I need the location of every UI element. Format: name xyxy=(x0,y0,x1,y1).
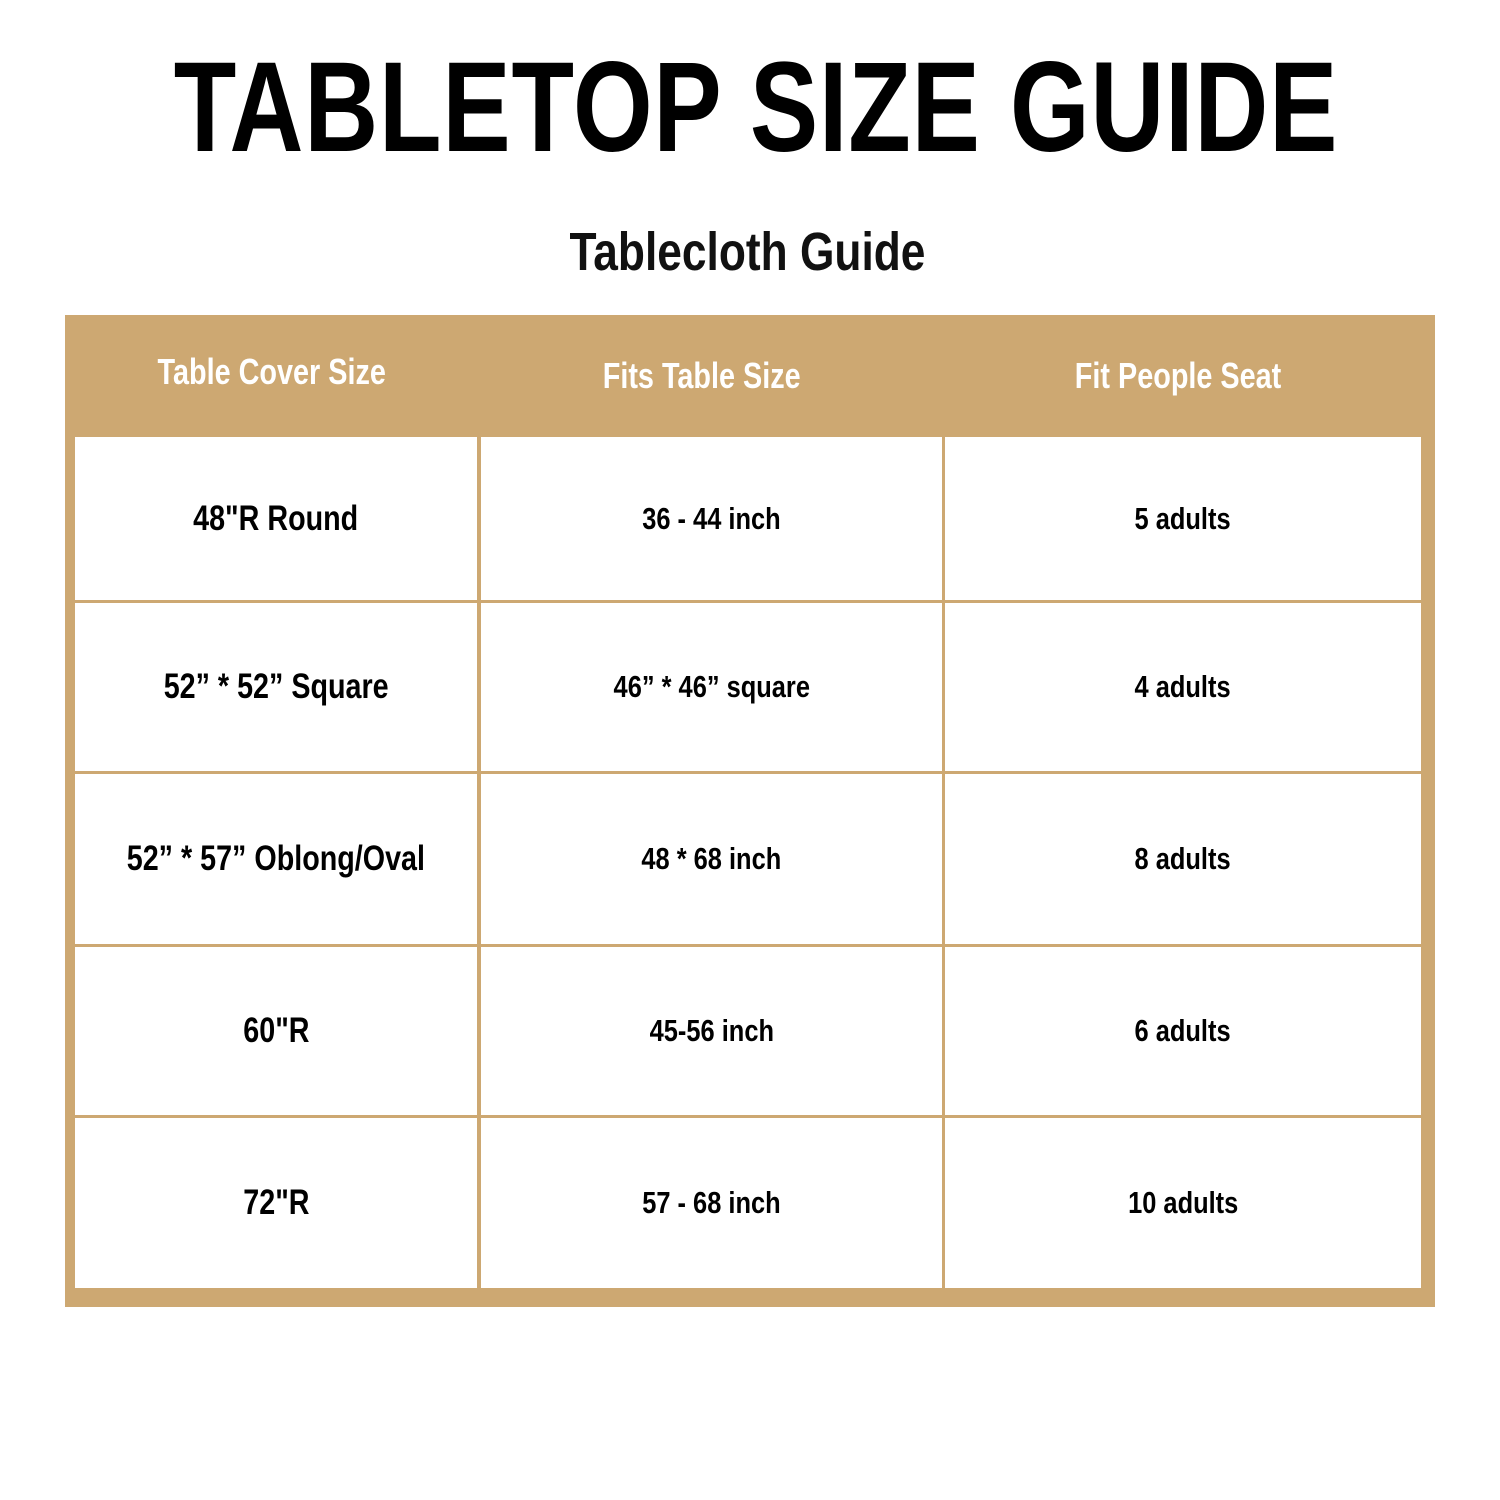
page-title: TABLETOP SIZE GUIDE xyxy=(173,36,1339,179)
table-cell-fits-table-size: 36 - 44 inch xyxy=(481,437,942,600)
page-subtitle: Tablecloth Guide xyxy=(569,222,926,282)
column-header-cover-size: Table Cover Size xyxy=(157,351,386,392)
table-cell-fit-people-seat: 8 adults xyxy=(945,774,1421,944)
table-cell-fits-table-size: 57 - 68 inch xyxy=(481,1118,942,1288)
table-cell-cover-size: 52” * 52” Square xyxy=(75,603,477,771)
table-cell-fits-table-size: 45-56 inch xyxy=(481,947,942,1115)
table-header-row xyxy=(65,315,1435,437)
table-cell-fits-table-size: 48 * 68 inch xyxy=(481,774,942,944)
column-header-fits-table-size: Fits Table Size xyxy=(603,355,801,396)
table-cell-fit-people-seat: 4 adults xyxy=(945,603,1421,771)
table-cell-cover-size: 52” * 57” Oblong/Oval xyxy=(75,774,477,944)
table-body xyxy=(75,437,1421,1289)
column-header-fit-people-seat: Fit People Seat xyxy=(1075,355,1282,396)
table-cell-fit-people-seat: 10 adults xyxy=(945,1118,1421,1288)
table-cell-cover-size: 60"R xyxy=(75,947,477,1115)
table-cell-cover-size: 48"R Round xyxy=(75,437,477,600)
size-guide-table xyxy=(65,315,1435,1307)
table-cell-fits-table-size: 46” * 46” square xyxy=(481,603,942,771)
table-cell-fit-people-seat: 6 adults xyxy=(945,947,1421,1115)
table-cell-cover-size: 72"R xyxy=(75,1118,477,1288)
table-cell-fit-people-seat: 5 adults xyxy=(945,437,1421,600)
